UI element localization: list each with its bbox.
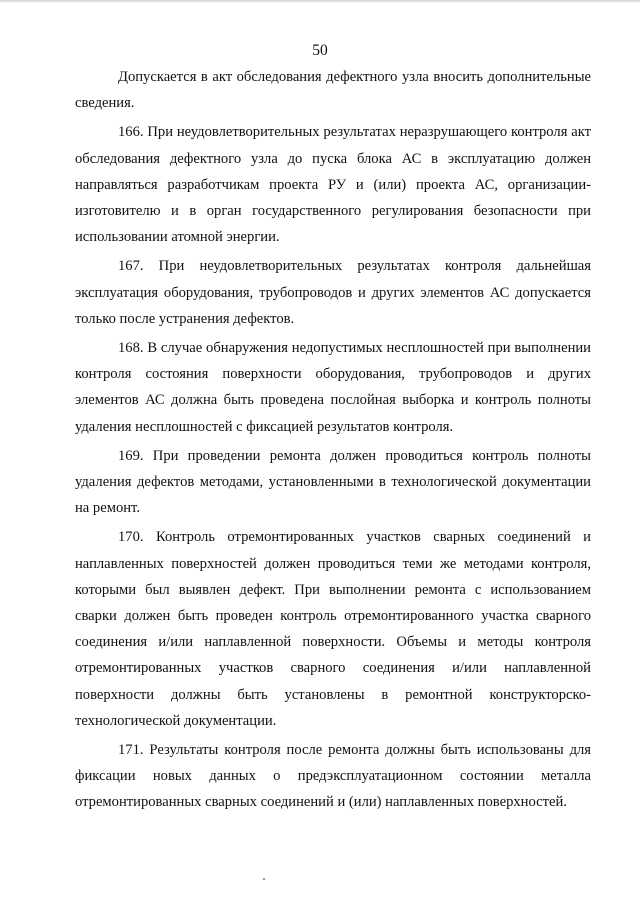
page-number: 50 — [312, 42, 328, 59]
paragraph-169: 169. При проведении ремонта должен проводиться контроль полноты удаления дефектов методами, установленными в технологической документации на ремонт. — [75, 447, 591, 517]
document-body — [75, 64, 591, 816]
paragraph-168: 168. В случае обнаружения недопустимых несплошностей при выполнении контроля состояния поверхности оборудования, трубопроводов и других элементов АС должна быть проведена послойная выборка и контроль полноты удаления несплошностей с фиксацией результатов контроля. — [75, 340, 591, 435]
paragraph-additional-info: Допускается в акт обследования дефектного узла вносить дополнительные сведения. — [75, 69, 591, 112]
paragraph-171: 171. Результаты контроля после ремонта должны быть использованы для фиксации новых данных о предэксплуатационном состоянии металла отремонтированных сварных соединений и (или) наплавленных поверхностей. — [75, 742, 591, 811]
top-scan-edge — [0, 0, 640, 3]
paragraph-170: 170. Контроль отремонтированных участков сварных соединений и наплавленных поверхностей должен проводиться теми же методами контроля, которыми был выявлен дефект. При выполнении ремонта с использованием сварки должен быть проведен контроль отремонтированного участка сварного соединения и/или наплавленной поверхности. Объемы и методы контроля отремонтированных участков сварного соединения и/или наплавленной поверхности должны быть установлены в ремонтной конструкторско-технологической документации. — [75, 529, 591, 729]
paragraph-167: 167. При неудовлетворительных результатах контроля дальнейшая эксплуатация оборудования, трубопроводов и других элементов АС допускается только после устранения дефектов. — [75, 258, 591, 327]
paragraph-166: 166. При неудовлетворительных результатах неразрушающего контроля акт обследования дефектного узла до пуска блока АС в эксплуатацию должен направляться разработчикам проекта РУ и (или) проекта АС, организации-изготовителю и в орган государственного регулирования безопасности при использовании атомной энергии. — [75, 124, 591, 246]
scan-speck — [263, 878, 265, 880]
